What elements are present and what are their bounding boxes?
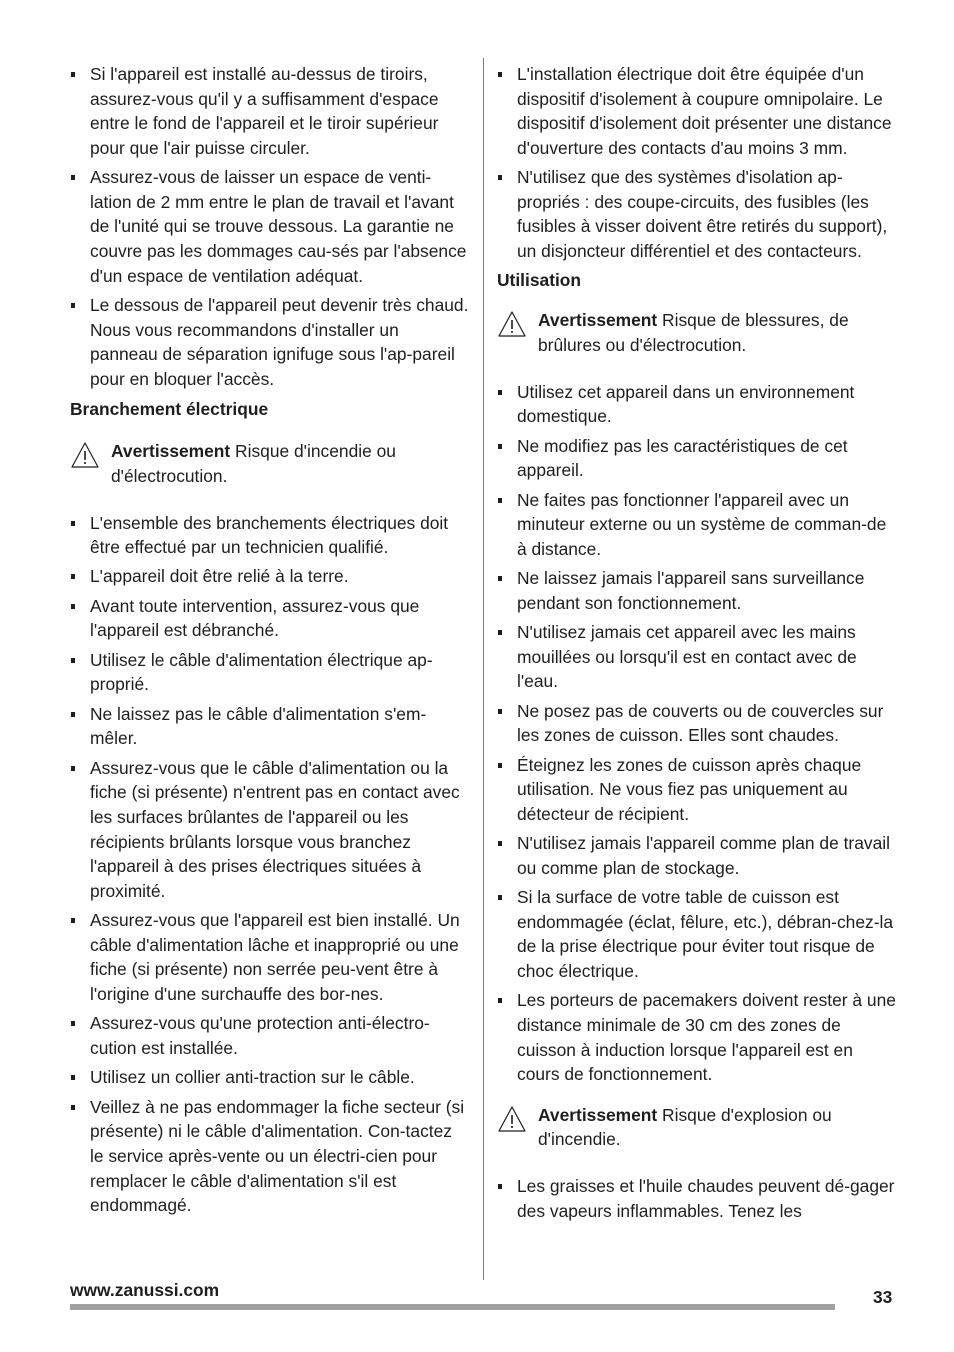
bullet-icon bbox=[498, 998, 502, 1003]
right-bullets-top bbox=[497, 62, 897, 264]
list-item bbox=[497, 988, 897, 1086]
column-divider bbox=[483, 58, 484, 1280]
list-item bbox=[497, 1174, 897, 1223]
list-item-text: Ne laissez jamais l'appareil sans surveillance pendant son fonctionnement. bbox=[517, 568, 865, 613]
list-item-text: Avant toute intervention, assurez-vous que l'appareil est débranché. bbox=[90, 595, 420, 641]
bullet-icon bbox=[498, 1184, 502, 1189]
list-item-text: Utilisez le câble d'alimentation électrique ap-proprié. bbox=[90, 649, 433, 695]
list-item bbox=[70, 62, 470, 160]
warning-triangle-icon bbox=[497, 1105, 527, 1133]
list-item bbox=[70, 165, 470, 288]
bullet-icon bbox=[498, 498, 502, 503]
list-item-text: Éteignez les zones de cuisson après chaque utilisation. Ne vous fiez pas uniquement au détecteur de récipient. bbox=[517, 754, 862, 824]
bullet-icon bbox=[498, 175, 502, 180]
list-item-text: Ne posez pas de couverts ou de couvercles sur les zones de cuisson. Elles sont chaudes. bbox=[517, 700, 884, 746]
list-item bbox=[497, 62, 897, 160]
bullet-icon bbox=[71, 1075, 75, 1080]
bullet-icon bbox=[498, 390, 502, 395]
list-item-text: Les porteurs de pacemakers doivent rester à une distance minimale de 30 cm des zones de cuisson à induction lorsque l'appareil est en cours de fonctionnement. bbox=[517, 990, 896, 1085]
bullet-icon bbox=[71, 712, 75, 717]
bullet-icon bbox=[71, 574, 75, 579]
list-item-text: Les graisses et l'huile chaudes peuvent dé-gager des vapeurs inflammables. Tenez les bbox=[517, 1175, 895, 1221]
list-item bbox=[497, 885, 897, 983]
list-item-text: L'appareil doit être relié à la terre. bbox=[90, 566, 349, 587]
list-item-text: N'utilisez que des systèmes d'isolation ap-propriés : des coupe-circuits, des fusibles (les fusibles à visser doivent être retirés du support), un disjoncteur différentiel et des contacteurs. bbox=[517, 167, 888, 261]
list-item-text: L'ensemble des branchements électriques doit être effectué par un technicien qualifié. bbox=[90, 512, 449, 558]
list-item-text: Le dessous de l'appareil peut devenir très chaud. Nous vous recommandons d'installer un panneau de séparation ignifuge sous l'ap-pareil pour en bloquer l'accès. bbox=[90, 294, 469, 389]
warning-text: Risque d'explosion ou d'incendie. bbox=[538, 1104, 832, 1150]
list-item-text: Ne laissez pas le câble d'alimentation s'em-mêler. bbox=[90, 703, 427, 749]
list-item bbox=[497, 165, 897, 263]
list-item-text: Si la surface de votre table de cuisson est endommagée (éclat, fêlure, etc.), débran-chez-la de la prise électrique pour éviter tout risque de choc électrique. bbox=[517, 887, 894, 981]
bullet-icon bbox=[498, 763, 502, 768]
footer-rule bbox=[70, 1304, 835, 1310]
warning-text: Risque de blessures, de brûlures ou d'électrocution. bbox=[538, 310, 849, 355]
list-item bbox=[497, 831, 897, 880]
page-number: 33 bbox=[873, 1287, 893, 1307]
list-item-text: Assurez-vous que l'appareil est bien installé. Un câble d'alimentation lâche et inapproprié ou une fiche (si présente) non serrée peu-vent être à l'origine d'une surchauffe des bor-nes. bbox=[90, 910, 460, 1004]
section-heading-electrical: Branchement électrique bbox=[70, 399, 269, 420]
right-column bbox=[497, 62, 897, 1228]
list-item-text: N'utilisez jamais l'appareil comme plan de travail ou comme plan de stockage. bbox=[517, 833, 890, 878]
warning-block-explosion bbox=[497, 1103, 897, 1152]
bullet-icon bbox=[71, 658, 75, 663]
list-item bbox=[497, 434, 897, 483]
bullet-icon bbox=[498, 841, 502, 846]
warning-block-electrical bbox=[70, 439, 470, 488]
list-item-text: L'installation électrique doit être équipée d'un dispositif d'isolement à coupure omnipolaire. Le dispositif d'isolement doit présenter une distance d'ouverture des contacts d'au moins 3 mm. bbox=[517, 64, 892, 158]
list-item bbox=[70, 1095, 470, 1218]
bullet-icon bbox=[71, 918, 75, 923]
list-item-text: Assurez-vous de laisser un espace de venti-lation de 2 mm entre le plan de travail et l'avant de l'unité qui se trouve dessous. La garantie ne couvre pas les dommages cau-sés par l'absence d'un espace de ventilation adéquat. bbox=[90, 167, 467, 286]
list-item-text: Utilisez cet appareil dans un environnement domestique. bbox=[517, 381, 855, 427]
bullet-icon bbox=[498, 895, 502, 900]
left-column bbox=[70, 62, 470, 1223]
list-item bbox=[70, 511, 470, 560]
list-item-text: N'utilisez jamais cet appareil avec les mains mouillées ou lorsqu'il est en contact avec de l'eau. bbox=[517, 622, 857, 692]
list-item bbox=[497, 380, 897, 429]
list-item-text: Assurez-vous qu'une protection anti-électro-cution est installée. bbox=[90, 1013, 430, 1058]
bullet-icon bbox=[71, 766, 75, 771]
bullet-icon bbox=[498, 444, 502, 449]
list-item bbox=[70, 648, 470, 697]
warning-triangle-icon bbox=[70, 441, 100, 469]
warning-triangle-icon bbox=[497, 310, 527, 338]
left-bullets-top bbox=[70, 62, 470, 391]
bullet-icon bbox=[498, 72, 502, 77]
list-item bbox=[70, 594, 470, 643]
list-item-text: Utilisez un collier anti-traction sur le câble. bbox=[90, 1067, 415, 1088]
bullet-icon bbox=[71, 175, 75, 180]
bullet-icon bbox=[498, 576, 502, 581]
bullet-icon bbox=[71, 604, 75, 609]
list-item bbox=[70, 293, 470, 391]
bullet-icon bbox=[498, 709, 502, 714]
warning-label: Avertissement bbox=[538, 310, 658, 331]
warning-block-usage bbox=[497, 308, 897, 357]
list-item bbox=[70, 756, 470, 904]
list-item bbox=[497, 753, 897, 827]
bullet-icon bbox=[71, 72, 75, 77]
left-bullets-bottom bbox=[70, 511, 470, 1218]
list-item bbox=[70, 1011, 470, 1060]
list-item bbox=[497, 699, 897, 748]
warning-label: Avertissement bbox=[111, 441, 231, 462]
list-item bbox=[70, 908, 470, 1006]
bullet-icon bbox=[498, 630, 502, 635]
bullet-icon bbox=[71, 521, 75, 526]
bullet-icon bbox=[71, 303, 75, 308]
list-item bbox=[70, 1065, 470, 1090]
bullet-icon bbox=[71, 1021, 75, 1026]
list-item-text: Ne faites pas fonctionner l'appareil avec un minuteur externe ou un système de comman-de à distance. bbox=[517, 489, 887, 559]
footer-website-link[interactable]: www.zanussi.com bbox=[70, 1280, 220, 1300]
section-heading-usage: Utilisation bbox=[497, 270, 582, 291]
list-item-text: Si l'appareil est installé au-dessus de tiroirs, assurez-vous qu'il y a suffisamment d'espace entre le fond de l'appareil et le tiroir supérieur pour que l'air puisse circuler. bbox=[90, 64, 439, 158]
list-item-text: Assurez-vous que le câble d'alimentation ou la fiche (si présente) n'entrent pas en contact avec les surfaces brûlantes de l'appareil ou les récipients brûlants lorsque vous branchez l'appareil à des prises électriques situées à proximité. bbox=[90, 757, 460, 901]
bullet-icon bbox=[71, 1105, 75, 1110]
list-item bbox=[497, 488, 897, 562]
warning-text: Risque d'incendie ou d'électrocution. bbox=[111, 441, 396, 486]
list-item bbox=[497, 620, 897, 694]
list-item-text: Ne modifiez pas les caractéristiques de cet appareil. bbox=[517, 435, 848, 481]
list-item bbox=[70, 702, 470, 751]
right-bullets-middle bbox=[497, 380, 897, 1087]
list-item bbox=[70, 564, 470, 589]
list-item bbox=[497, 566, 897, 615]
list-item-text: Veillez à ne pas endommager la fiche secteur (si présente) ni le câble d'alimentation. Con-tactez le service après-vente ou un électri-cien pour remplacer le câble d'alimentation s'il est endommagé. bbox=[90, 1096, 465, 1216]
warning-label: Avertissement bbox=[538, 1104, 658, 1125]
right-bullets-bottom bbox=[497, 1174, 897, 1223]
